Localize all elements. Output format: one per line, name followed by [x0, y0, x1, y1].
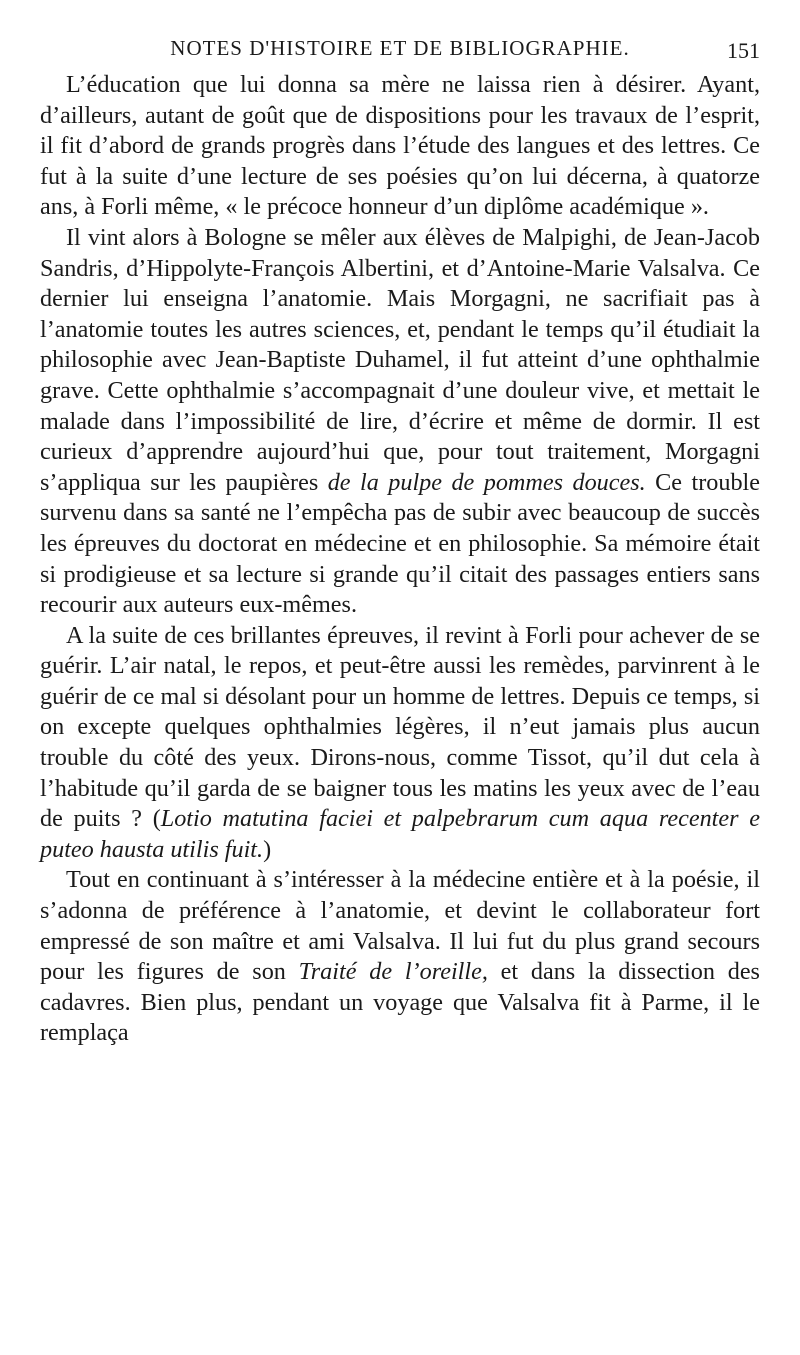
text-run: L’éducation que lui donna sa mère ne laissa rien à désirer. Ayant, d’ailleurs, autant de goût que de dispositions pour les travaux de l’esprit, il fit d’abord de grands progrès dans l’étude des langues et des lettres. Ce fut à la suite d’une lecture de ses poésies qu’on lui décerna, à quatorze ans, à Forli même, « le précoce honneur d’un diplôme académique ».	[40, 71, 760, 221]
running-head: NOTES D'HISTOIRE ET DE BIBLIOGRAPHIE.	[170, 36, 630, 60]
italic-text-run: Traité de l’oreille,	[298, 958, 488, 986]
page-header	[40, 36, 760, 70]
page-number: 151	[727, 38, 760, 63]
text-run: )	[263, 835, 272, 863]
text-run: Tout en continuant à s’intéresser à la médecine entière et à la poésie, il s’adonna de préférence à l’anatomie, et devint le collaborateur fort empressé de son maître et ami Valsalva. Il lui fut du plus grand secours pour les figures de son	[40, 866, 760, 986]
italic-text-run: de la pulpe de pommes douces.	[327, 468, 646, 496]
paragraph	[40, 223, 760, 621]
body-text	[40, 70, 760, 1049]
paragraph	[40, 70, 760, 223]
text-run: et dans la dissection des cadavres. Bien plus, pendant un voyage que Valsalva fit à Parme, il le remplaça	[40, 958, 760, 1047]
text-run: Il vint alors à Bologne se mêler aux élèves de Malpighi, de Jean-Jacob Sandris, d’Hippolyte-François Albertini, et d’Antoine-Marie Valsalva. Ce dernier lui enseigna l’anatomie. Mais Morgagni, ne sacrifiait pas à l’anatomie toutes les autres sciences, et, pendant le temps qu’il étudiait la philosophie avec Jean-Baptiste Duhamel, il fut atteint d’une ophthalmie grave. Cette ophthalmie s’accompagnait d’une douleur vive, et mettait le malade dans l’impossibilité de lire, d’écrire et même de dormir. Il est curieux d’apprendre aujourd’hui que, pour tout traitement, Morgagni s’appliqua sur les paupières	[40, 223, 760, 496]
text-run: A la suite de ces brillantes épreuves, il revint à Forli pour achever de se guérir. L’air natal, le repos, et peut-être aussi les remèdes, parvinrent à le guérir de ce mal si désolant pour un homme de lettres. Depuis ce temps, si on excepte quelques ophthalmies légères, il n’eut jamais plus aucun trouble du côté des yeux. Dirons-nous, comme Tissot, qu’il dut cela à l’habitude qu’il garda de se baigner tous les matins les yeux avec de l’eau de puits ? (	[40, 621, 760, 833]
text-run: Ce trouble survenu dans sa santé ne l’empêcha pas de subir avec beaucoup de succès les épreuves du doctorat en médecine et en philosophie. Sa mémoire était si prodigieuse et sa lecture si grande qu’il citait des passages entiers sans recourir aux auteurs eux-mêmes.	[40, 468, 761, 619]
italic-text-run: Lotio matutina faciei et palpebrarum cum aqua recenter e puteo hausta utilis fuit.	[40, 805, 760, 863]
paragraph	[40, 621, 760, 866]
paragraph	[40, 865, 760, 1049]
